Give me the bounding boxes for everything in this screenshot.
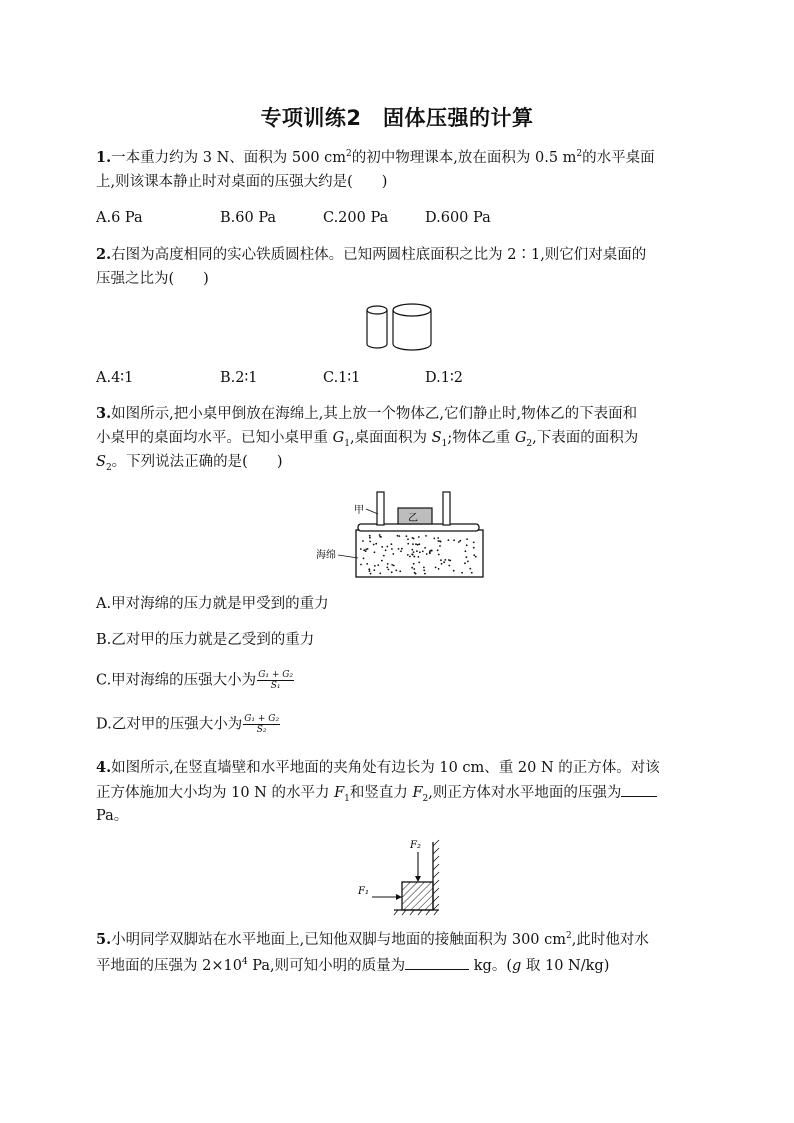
q5-text-c: 平地面的压强为 2×10 (96, 958, 242, 974)
sponge-dot (391, 543, 393, 545)
sponge-dot (381, 560, 383, 562)
ground-hatching (394, 910, 438, 915)
cylinders-figure (360, 300, 440, 355)
sponge-dot (424, 573, 426, 575)
q4-f2-sub: 2 (422, 793, 429, 804)
sponge-dot (466, 556, 468, 558)
sponge-dot (362, 540, 364, 542)
sponge-dot (365, 550, 367, 552)
sponge-dot (406, 535, 408, 537)
sponge-dot (423, 567, 425, 569)
q4-answer-blank[interactable] (621, 782, 657, 797)
sponge-dot (438, 568, 440, 570)
q3-option-b: B.乙对甲的压力就是乙受到的重力 (96, 632, 315, 648)
q1-line1 (96, 148, 655, 168)
q3-g2-sub: 2 (526, 438, 533, 449)
sponge-dot (440, 541, 442, 543)
q5-sup: 2 (566, 931, 572, 942)
wall-hatching (433, 840, 439, 910)
sponge-dot (448, 565, 450, 567)
q3-option-d-fraction (243, 714, 280, 735)
sponge-dot (430, 550, 432, 552)
q1-option-b: B.60 Pa (220, 210, 277, 226)
q2-option-d: D.1∶2 (425, 370, 463, 386)
q3-option-d (96, 714, 280, 735)
sponge-dot (395, 570, 397, 572)
sponge-dot (458, 541, 460, 543)
sponge-dot (413, 563, 415, 565)
q2-option-a: A.4∶1 (96, 370, 134, 386)
sponge-dot (467, 561, 469, 563)
q3-s1: S (431, 430, 442, 446)
q4-line1 (96, 758, 660, 778)
q4-f1-sub: 1 (344, 793, 350, 804)
q2-line2: 压强之比为( ) (96, 271, 209, 287)
q4-line2 (96, 782, 657, 803)
q2-text-a: 右图为高度相同的实心铁质圆柱体。已知两圆柱底面积之比为 2∶1,则它们对桌面的 (111, 247, 647, 263)
sponge-dot (383, 555, 385, 557)
sponge-dot (366, 563, 368, 565)
sponge-dot (365, 549, 367, 551)
sponge-dot (379, 573, 381, 575)
q1-option-d: D.600 Pa (425, 210, 491, 226)
sponge-dot (386, 567, 388, 569)
q3-option-d-denominator: S₂ (256, 725, 267, 735)
q4-text-a: 如图所示,在竖直墙壁和水平地面的夹角处有边长为 10 cm、重 20 N 的正方体。对该 (111, 760, 660, 776)
sponge-dot (453, 539, 455, 541)
q3-number: 3. (96, 405, 112, 422)
q3-option-c-text: C.甲对海绵的压强大小为 (96, 672, 257, 689)
sponge-dot (448, 539, 450, 541)
sponge-dot (407, 543, 409, 545)
table-leg-right (443, 492, 450, 525)
sponge-dot (413, 551, 415, 553)
sponge-dot (368, 569, 370, 571)
q3-s2: S (96, 454, 106, 470)
sponge-dot (466, 538, 468, 540)
sponge-dot (399, 570, 401, 572)
q5-sup2: 4 (241, 957, 248, 968)
sponge-dot (360, 548, 362, 550)
q1-option-a: A.6 Pa (96, 210, 143, 226)
sponge-dot (418, 556, 420, 558)
sponge-dot (401, 548, 403, 550)
q5-text-b: ,此时他对水 (571, 932, 649, 948)
sponge-dot (437, 549, 439, 551)
q1-number: 1. (96, 149, 112, 166)
label-yi: 乙 (408, 513, 418, 524)
sponge-dot (369, 570, 371, 572)
q5-line2 (96, 955, 609, 976)
sponge-dot (409, 556, 411, 558)
sponge-dot (464, 562, 466, 564)
sponge-dot (412, 537, 414, 539)
q5-line1 (96, 930, 649, 950)
q3-option-c (96, 670, 294, 691)
sponge-dot (385, 549, 387, 551)
q1-text-b: 的初中物理课本,放在面积为 0.5 m (351, 150, 577, 166)
q3-option-d-text: D.乙对甲的压强大小为 (96, 716, 243, 733)
sponge-dot (441, 563, 443, 565)
q3-option-c-fraction (257, 670, 294, 691)
q5-text-d: Pa,则可知小明的质量为 (247, 958, 406, 974)
sponge-dot (391, 548, 393, 550)
q1-line2: 上,则该课本静止时对桌面的压强大约是( ) (96, 174, 388, 190)
q3-text-d: ;物体乙重 (447, 430, 515, 446)
sponge-dot (435, 567, 437, 569)
small-cylinder (367, 306, 387, 348)
q4-text-d: ,则正方体对水平地面的压强为 (428, 785, 622, 801)
sponge-dot (415, 573, 417, 575)
sponge-dot (413, 568, 415, 570)
q1-text-c: 的水平桌面 (582, 150, 655, 166)
sponge-dot (473, 542, 475, 544)
q3-g1: G (332, 430, 345, 446)
sponge-dot (418, 562, 420, 564)
q3-text-b: 小桌甲的桌面均水平。已知小桌甲重 (96, 430, 333, 446)
q3-text-f: 。下列说法正确的是( ) (111, 454, 283, 470)
q1-sup1: 2 (346, 149, 352, 160)
sponge-dot (473, 547, 475, 549)
q3-option-c-denominator: S₁ (270, 681, 281, 691)
sponge-dot (433, 538, 435, 540)
sponge-dot (407, 554, 409, 556)
sponge-dot (425, 535, 427, 537)
sponge-dot (418, 543, 420, 545)
sponge-dot (412, 543, 414, 545)
sponge-dot (373, 569, 375, 571)
table-top (358, 524, 479, 531)
q5-answer-blank[interactable] (405, 955, 469, 970)
sponge-dot (419, 551, 421, 553)
sponge-dot (461, 572, 463, 574)
sponge-dot (469, 568, 471, 570)
q3-option-a: A.甲对海绵的压力就是甲受到的重力 (96, 596, 329, 612)
q4-number: 4. (96, 759, 112, 776)
cube (402, 882, 433, 910)
sponge-dot (424, 547, 426, 549)
sponge-dot (400, 550, 402, 552)
q1-text-a: 一本重力约为 3 N、面积为 500 cm (111, 150, 347, 166)
sponge-dot (363, 549, 365, 551)
sponge-dot (375, 543, 377, 545)
sponge-dot (387, 563, 389, 565)
q3-line1 (96, 404, 637, 424)
sponge-dot (475, 556, 477, 558)
page-title: 专项训练2 固体压强的计算 (260, 106, 534, 130)
cube-wall-figure (350, 836, 450, 916)
sponge-dot (369, 541, 371, 543)
q3-line2 (96, 428, 638, 448)
q1-option-c: C.200 Pa (323, 210, 389, 226)
sponge-dot (429, 552, 431, 554)
q3-text-c: ,桌面面积为 (349, 430, 432, 446)
sponge-dot (453, 570, 455, 572)
sponge-dot (422, 551, 424, 553)
q4-text-b: 正方体施加大小均为 10 N 的水平力 (96, 785, 335, 801)
q2-line1 (96, 245, 646, 265)
sponge-dots (360, 534, 477, 574)
q4-f2: F (412, 785, 423, 801)
q1-sup2: 2 (576, 149, 583, 160)
sponge-dot (411, 567, 413, 569)
sponge-dot (391, 564, 393, 566)
sponge-dot (369, 537, 371, 539)
sponge-dot (437, 537, 439, 539)
sponge-dot (391, 571, 393, 573)
q3-line3 (96, 452, 283, 472)
sponge-dot (423, 569, 425, 571)
sponge-dot (448, 559, 450, 561)
sponge-dot (426, 553, 428, 555)
sponge-dot (418, 536, 420, 538)
q5-number: 5. (96, 931, 112, 948)
sponge-dot (411, 553, 413, 555)
q3-text-e: ,下表面的面积为 (532, 430, 639, 446)
q3-option-c-numerator: G₁ + G₂ (258, 670, 294, 680)
sponge-dot (417, 544, 419, 546)
q2-option-c: C.1∶1 (323, 370, 361, 386)
sponge-dot (393, 565, 395, 567)
q3-s2-sub: 2 (105, 462, 112, 473)
q3-option-d-numerator: G₁ + G₂ (244, 714, 280, 724)
sponge-dot (416, 550, 418, 552)
f1-arrowhead (396, 894, 402, 900)
jia-leader (366, 509, 378, 514)
sponge-dot (443, 561, 445, 563)
sponge-dot (392, 553, 394, 555)
sponge-dot (438, 554, 440, 556)
q3-g2: G (514, 430, 527, 446)
sponge-dot (370, 573, 372, 575)
sponge-dot (473, 554, 475, 556)
q5-text-f: 取 10 N/kg) (521, 958, 610, 974)
table-leg-left (377, 492, 384, 525)
sponge-dot (398, 548, 400, 550)
sponge-dot (381, 546, 383, 548)
sponge-dot (413, 556, 415, 558)
sponge-dot (369, 535, 371, 537)
q2-option-b: B.2∶1 (220, 370, 258, 386)
sponge-dot (438, 540, 440, 542)
label-f1: F₁ (358, 886, 369, 897)
f2-arrowhead (415, 876, 421, 882)
q4-text-c: 和竖直力 (349, 785, 413, 801)
sponge-dot (411, 549, 413, 551)
sponge-dot (374, 551, 376, 553)
sponge-dot (374, 565, 376, 567)
sponge-dot (440, 559, 442, 561)
label-f2: F₂ (410, 840, 421, 851)
q5-text-e: kg。( (469, 958, 512, 974)
q5-g: g (511, 958, 522, 974)
q4-line3: Pa。 (96, 808, 129, 824)
large-cylinder (393, 304, 431, 350)
sponge-dot (439, 545, 441, 547)
label-jia: 甲 (354, 505, 364, 516)
sponge-dot (471, 572, 473, 574)
sponge-dot (398, 535, 400, 537)
q4-f1: F (334, 785, 345, 801)
sponge-dot (379, 534, 381, 536)
sponge-dot (377, 564, 379, 566)
sponge-dot (360, 564, 362, 566)
sponge-dot (373, 544, 375, 546)
sponge-dot (388, 569, 390, 571)
q2-number: 2. (96, 246, 112, 263)
q5-text-a: 小明同学双脚站在水平地面上,已知他双脚与地面的接触面积为 300 cm (111, 932, 567, 948)
q3-s1-sub: 1 (441, 438, 448, 449)
sponge-dot (363, 558, 365, 560)
sponge-dot (444, 559, 446, 561)
sponge-dot (407, 538, 409, 540)
sponge-leader (338, 555, 358, 558)
q3-text-a: 如图所示,把小桌甲倒放在海绵上,其上放一个物体乙,它们静止时,物体乙的下表面和 (111, 406, 638, 422)
sponge-dot (466, 544, 468, 546)
label-sponge: 海绵 (316, 550, 336, 561)
sponge-dot (415, 543, 417, 545)
sponge-dot (465, 550, 467, 552)
q3-g1-sub: 1 (344, 438, 350, 449)
sponge-dot (397, 535, 399, 537)
sponge-dot (459, 540, 461, 542)
sponge-dot (387, 546, 389, 548)
table-sponge-figure (310, 488, 490, 583)
